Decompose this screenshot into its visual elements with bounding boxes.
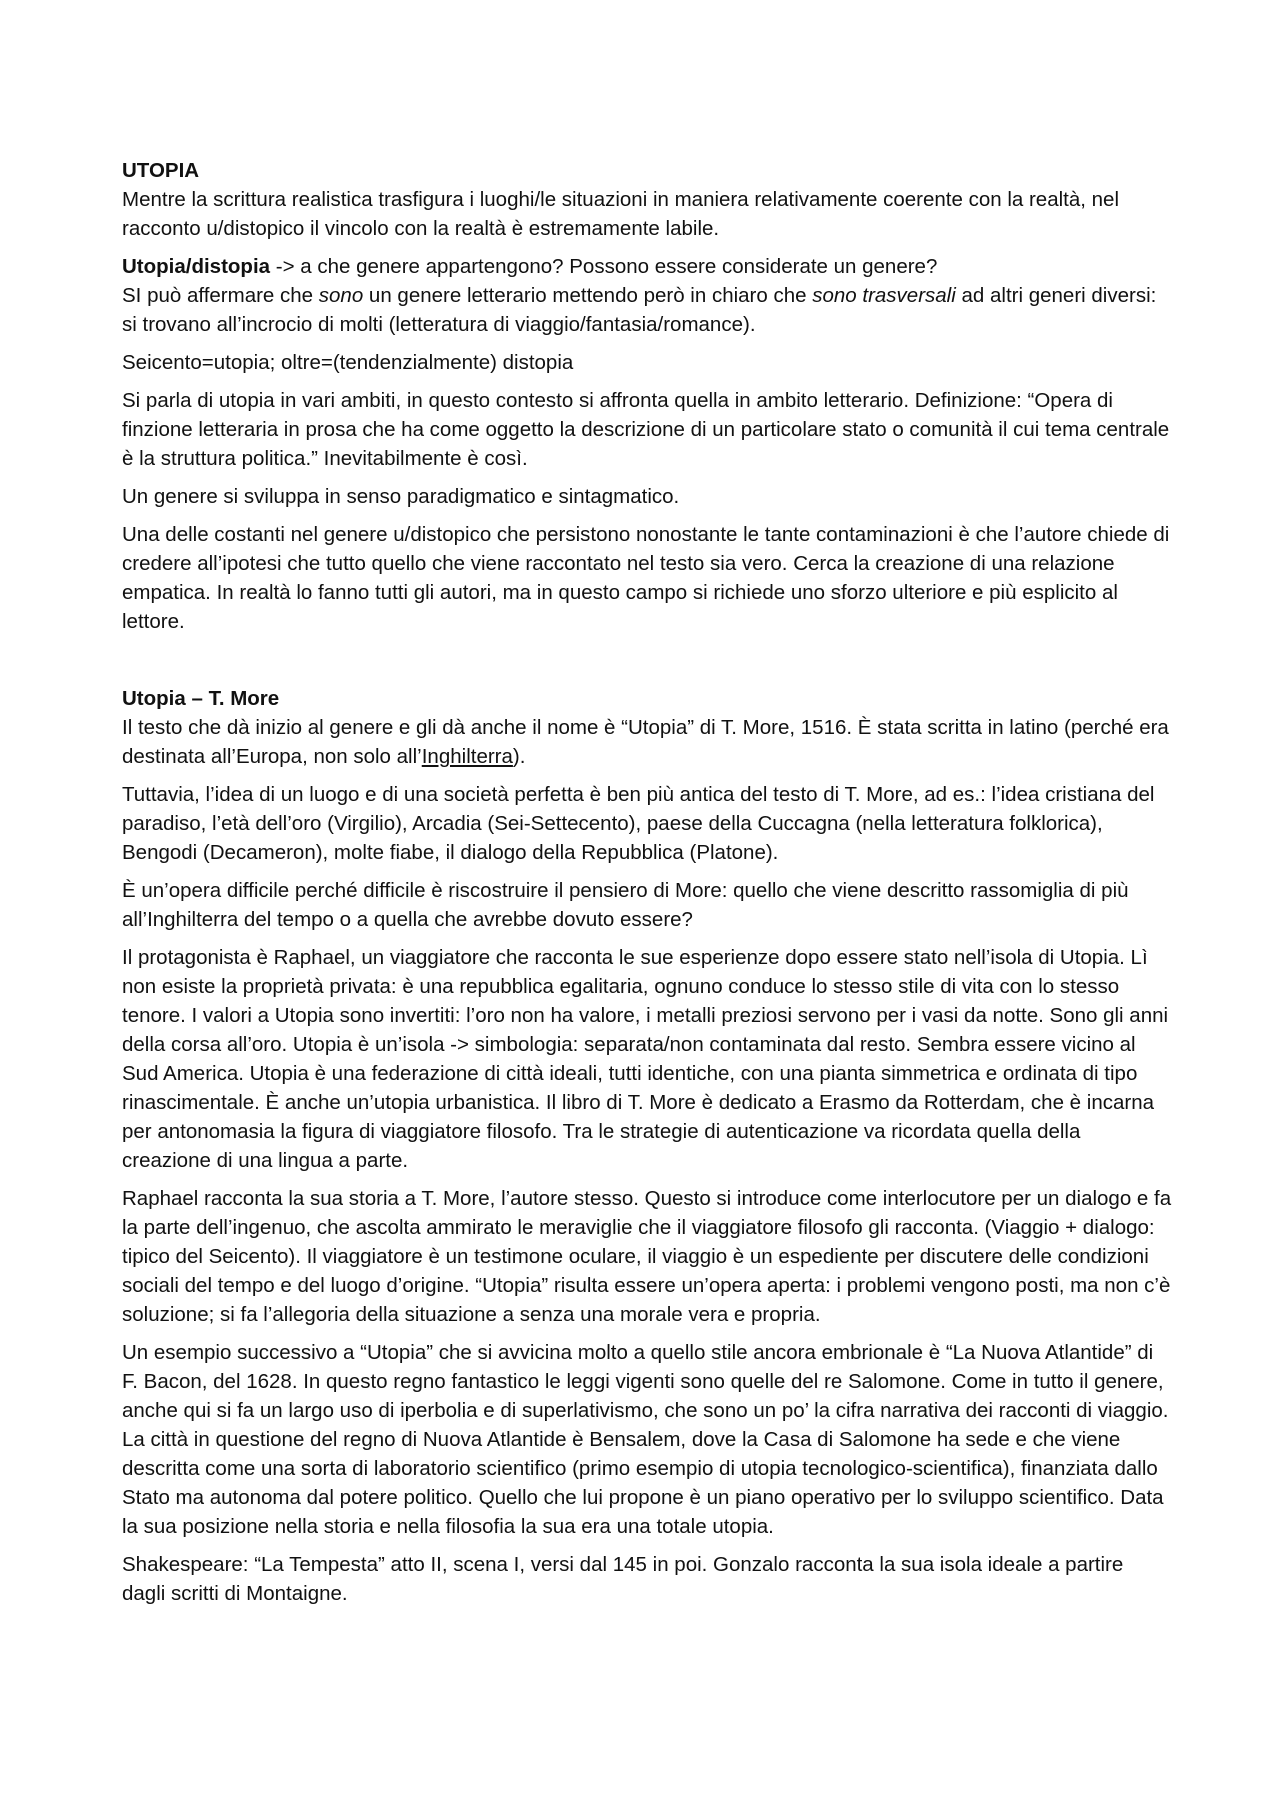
- document-page: [122, 156, 1172, 1617]
- paragraph: Tuttavia, l’idea di un luogo e di una società perfetta è ben più antica del testo di T. More, ad es.: l’idea cristiana del paradiso, l’età dell’oro (Virgilio), Arcadia (Sei-Settecento), paese della Cuccagna (nella letteratura folklorica), Bengodi (Decameron), molte fiabe, il dialogo della Repubblica (Platone).: [122, 783, 1155, 864]
- section-title: UTOPIA: [122, 159, 200, 182]
- text-span: -> a che genere appartengono? Possono essere considerate un genere?: [270, 255, 938, 278]
- italic-term: sono: [318, 284, 364, 307]
- text-span: ad altri generi diversi: si trovano all’incrocio di molti (letteratura di viaggio/fantasia/romance).: [122, 284, 1157, 336]
- text-span: un genere letterario mettendo però in chiaro che: [363, 284, 813, 307]
- text-span: Il testo che dà inizio al genere e gli dà anche il nome è “Utopia” di T. More, 1516. È stata scritta in latino (perché era destinata all’Europa, non solo all’: [122, 716, 1169, 768]
- section-utopia: [122, 156, 1172, 636]
- underlined-term: Inghilterra: [421, 745, 513, 768]
- text-span: SI può affermare che: [122, 284, 319, 307]
- paragraph: Seicento=utopia; oltre=(tendenzialmente) distopia: [122, 351, 574, 374]
- bold-term: Utopia/distopia: [122, 255, 271, 278]
- paragraph: Un genere si sviluppa in senso paradigmatico e sintagmatico.: [122, 485, 680, 508]
- paragraph: Il protagonista è Raphael, un viaggiatore che racconta le sue esperienze dopo essere stato nell’isola di Utopia. Lì non esiste la proprietà privata: è una repubblica egalitaria, ognuno conduce lo stesso stile di vita con lo stesso tenore. I valori a Utopia sono invertiti: l’oro non ha valore, i metalli preziosi servono per i vasi da notte. Sono gli anni della corsa all’oro. Utopia è un’isola -> simbologia: separata/non contaminata dal resto. Sembra essere vicino al Sud America. Utopia è una federazione di città ideali, tutti identiche, con una pianta simmetrica e ordinata di tipo rinascimentale. È anche un’utopia urbanistica. Il libro di T. More è dedicato a Erasmo da Rotterdam, che è incarna per antonomasia la figura di viaggiatore filosofo. Tra le strategie di autenticazione va ricordata quella della creazione di una lingua a parte.: [122, 946, 1169, 1172]
- section-title: Utopia – T. More: [122, 687, 280, 710]
- paragraph: [122, 281, 1172, 339]
- text-span: ).: [512, 745, 526, 768]
- paragraph: Un esempio successivo a “Utopia” che si avvicina molto a quello stile ancora embrionale è “La Nuova Atlantide” di F. Bacon, del 1628. In questo regno fantastico le leggi vigenti sono quelle del re Salomone. Come in tutto il genere, anche qui si fa un largo uso di iperbolia e di superlativismo, che sono un po’ la cifra narrativa dei racconti di viaggio. La città in questione del regno di Nuova Atlantide è Bensalem, dove la Casa di Salomone ha sede e che viene descritta come una sorta di laboratorio scientifico (primo esempio di utopia tecnologico-scientifica), finanziata dallo Stato ma autonoma dal potere politico. Quello che lui propone è un piano operativo per lo sviluppo scientifico. Data la sua posizione nella storia e nella filosofia la sua era una totale utopia.: [122, 1341, 1169, 1538]
- paragraph: Shakespeare: “La Tempesta” atto II, scena I, versi dal 145 in poi. Gonzalo racconta la sua isola ideale a partire dagli scritti di Montaigne.: [122, 1553, 1124, 1605]
- paragraph: Mentre la scrittura realistica trasfigura i luoghi/le situazioni in maniera relativamente coerente con la realtà, nel racconto u/distopico il vincolo con la realtà è estremamente labile.: [122, 188, 1120, 240]
- italic-term: sono trasversali: [812, 284, 956, 307]
- paragraph: Si parla di utopia in vari ambiti, in questo contesto si affronta quella in ambito letterario. Definizione: “Opera di finzione letteraria in prosa che ha come oggetto la descrizione di un particolare stato o comunità il cui tema centrale è la struttura politica.” Inevitabilmente è così.: [122, 389, 1170, 470]
- paragraph: Raphael racconta la sua storia a T. More, l’autore stesso. Questo si introduce come interlocutore per un dialogo e fa la parte dell’ingenuo, che ascolta ammirato le meraviglie che il viaggiatore filosofo gli racconta. (Viaggio + dialogo: tipico del Seicento). Il viaggiatore è un testimone oculare, il viaggio è un espediente per discutere delle condizioni sociali del tempo e del luogo d’origine. “Utopia” risulta essere un’opera aperta: i problemi vengono posti, ma non c’è soluzione; si fa l’allegoria della situazione a senza una morale vera e propria.: [122, 1187, 1172, 1326]
- paragraph: [122, 713, 1172, 771]
- paragraph: È un’opera difficile perché difficile è riscostruire il pensiero di More: quello che viene descritto rassomiglia di più all’Inghilterra del tempo o a quella che avrebbe dovuto essere?: [122, 879, 1129, 931]
- section-utopia-more: [122, 684, 1172, 1608]
- paragraph: [122, 252, 1172, 281]
- paragraph: Una delle costanti nel genere u/distopico che persistono nonostante le tante contaminazioni è che l’autore chiede di credere all’ipotesi che tutto quello che viene raccontato nel testo sia vero. Cerca la creazione di una relazione empatica. In realtà lo fanno tutti gli autori, ma in questo campo si richiede uno sforzo ulteriore e più esplicito al lettore.: [122, 523, 1170, 633]
